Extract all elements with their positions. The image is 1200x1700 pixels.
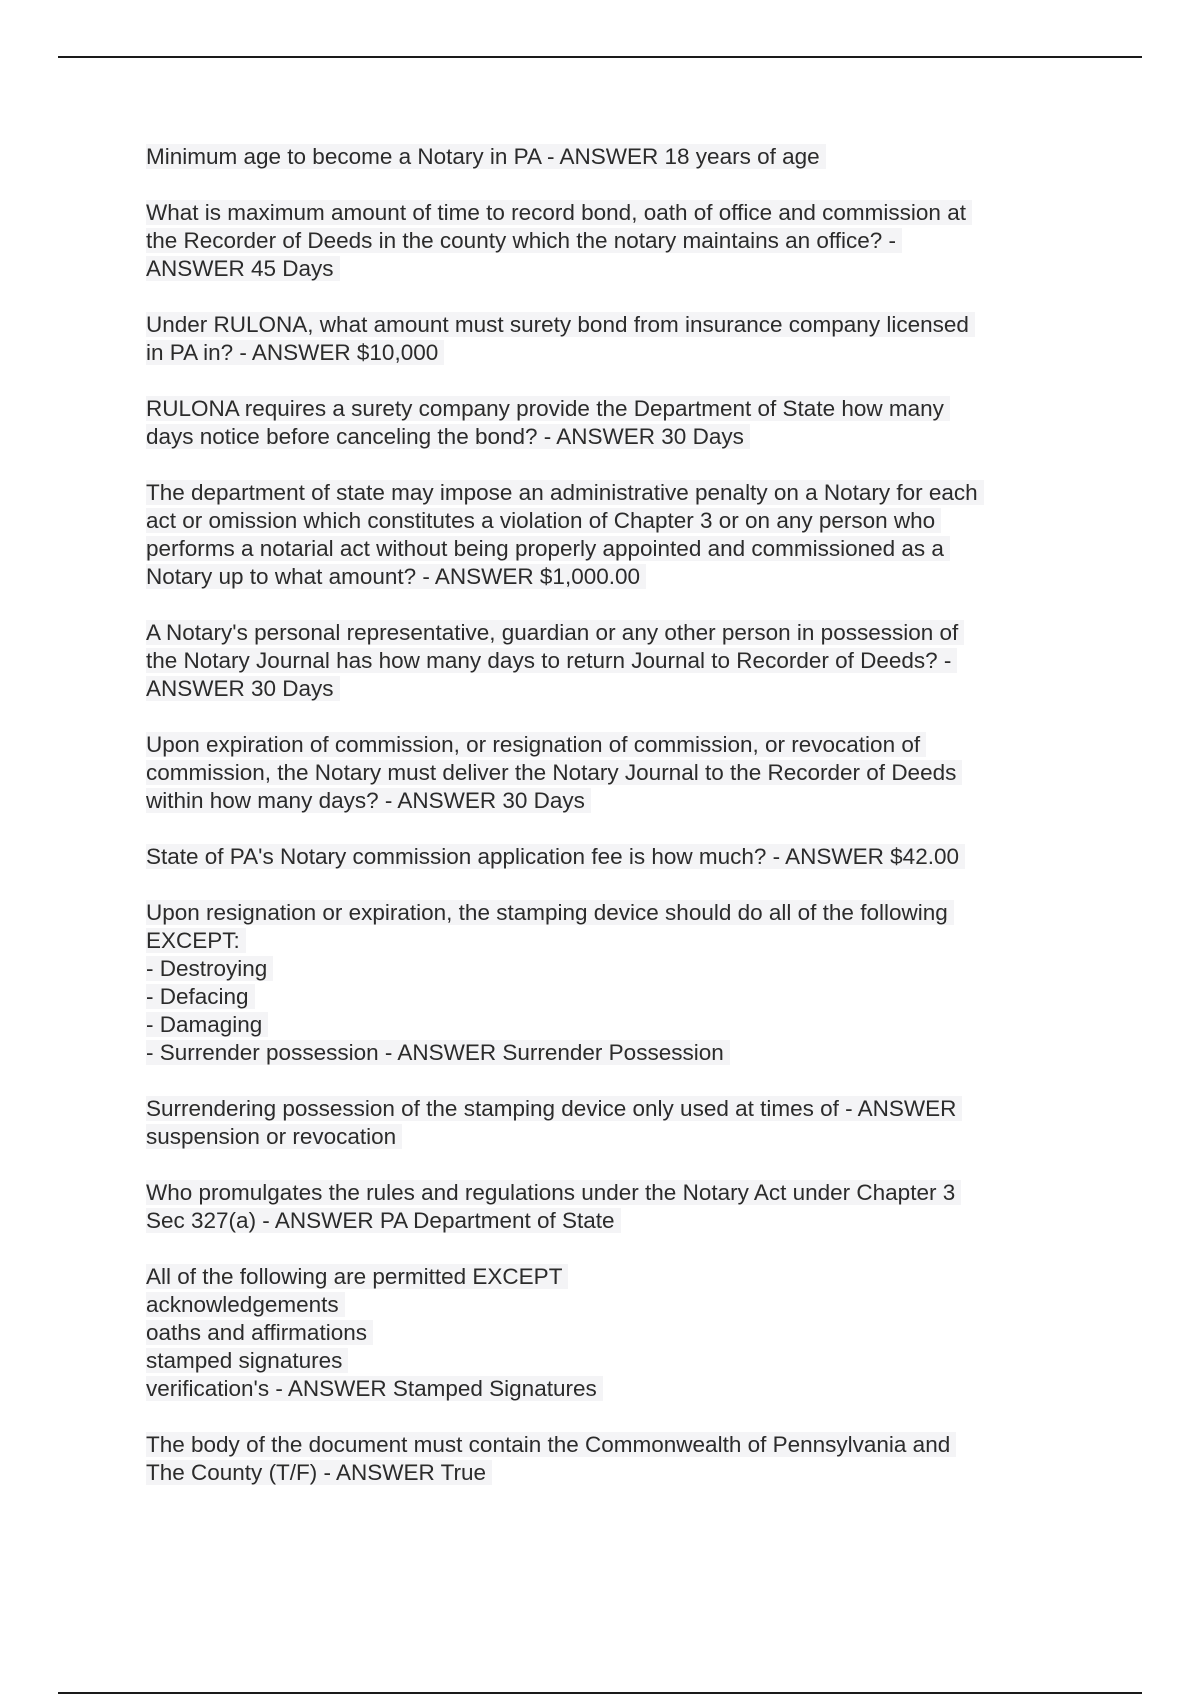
qa-line: Upon resignation or expiration, the stamping device should do all of the following xyxy=(146,900,954,925)
qa-line: The body of the document must contain the Commonwealth of Pennsylvania and xyxy=(146,1432,956,1457)
qa-item xyxy=(146,1431,1046,1487)
qa-item xyxy=(146,619,1046,703)
qa-line: Surrendering possession of the stamping device only used at times of - ANSWER xyxy=(146,1096,962,1121)
qa-line: RULONA requires a surety company provide the Department of State how many xyxy=(146,396,950,421)
qa-line: State of PA's Notary commission application fee is how much? - ANSWER $42.00 xyxy=(146,844,965,869)
qa-line: Who promulgates the rules and regulations under the Notary Act under Chapter 3 xyxy=(146,1180,961,1205)
qa-line: The County (T/F) - ANSWER True xyxy=(146,1460,492,1485)
qa-line: the Recorder of Deeds in the county which the notary maintains an office? - xyxy=(146,228,902,253)
qa-line: the Notary Journal has how many days to return Journal to Recorder of Deeds? - xyxy=(146,648,957,673)
qa-item xyxy=(146,143,1046,171)
top-rule xyxy=(58,56,1142,58)
qa-line: suspension or revocation xyxy=(146,1124,402,1149)
qa-line: Notary up to what amount? - ANSWER $1,000.00 xyxy=(146,564,646,589)
qa-line: acknowledgements xyxy=(146,1292,345,1317)
qa-line: ANSWER 45 Days xyxy=(146,256,340,281)
qa-item xyxy=(146,1179,1046,1235)
qa-line: commission, the Notary must deliver the Notary Journal to the Recorder of Deeds xyxy=(146,760,962,785)
qa-line: - Destroying xyxy=(146,956,273,981)
bottom-rule xyxy=(58,1692,1142,1694)
qa-item xyxy=(146,1263,1046,1403)
qa-line: - Surrender possession - ANSWER Surrender Possession xyxy=(146,1040,730,1065)
qa-line: Minimum age to become a Notary in PA - ANSWER 18 years of age xyxy=(146,144,826,169)
qa-line: within how many days? - ANSWER 30 Days xyxy=(146,788,591,813)
qa-item xyxy=(146,479,1046,591)
qa-item xyxy=(146,1095,1046,1151)
qa-line: performs a notarial act without being properly appointed and commissioned as a xyxy=(146,536,950,561)
qa-line: EXCEPT: xyxy=(146,928,246,953)
qa-line: - Defacing xyxy=(146,984,255,1009)
qa-item xyxy=(146,395,1046,451)
qa-line: What is maximum amount of time to record bond, oath of office and commission at xyxy=(146,200,972,225)
qa-line: A Notary's personal representative, guardian or any other person in possession of xyxy=(146,620,964,645)
document-body xyxy=(146,143,1046,1515)
qa-line: verification's - ANSWER Stamped Signatures xyxy=(146,1376,603,1401)
qa-item xyxy=(146,899,1046,1067)
qa-line: All of the following are permitted EXCEPT xyxy=(146,1264,568,1289)
qa-item xyxy=(146,199,1046,283)
qa-line: Under RULONA, what amount must surety bond from insurance company licensed xyxy=(146,312,975,337)
qa-line: in PA in? - ANSWER $10,000 xyxy=(146,340,444,365)
qa-line: The department of state may impose an administrative penalty on a Notary for each xyxy=(146,480,984,505)
qa-line: Sec 327(a) - ANSWER PA Department of State xyxy=(146,1208,621,1233)
qa-line: days notice before canceling the bond? - ANSWER 30 Days xyxy=(146,424,750,449)
qa-line: - Damaging xyxy=(146,1012,268,1037)
qa-item xyxy=(146,843,1046,871)
qa-line: act or omission which constitutes a violation of Chapter 3 or on any person who xyxy=(146,508,941,533)
qa-line: ANSWER 30 Days xyxy=(146,676,340,701)
qa-item xyxy=(146,731,1046,815)
qa-line: Upon expiration of commission, or resignation of commission, or revocation of xyxy=(146,732,926,757)
qa-item xyxy=(146,311,1046,367)
qa-line: oaths and affirmations xyxy=(146,1320,373,1345)
qa-line: stamped signatures xyxy=(146,1348,348,1373)
